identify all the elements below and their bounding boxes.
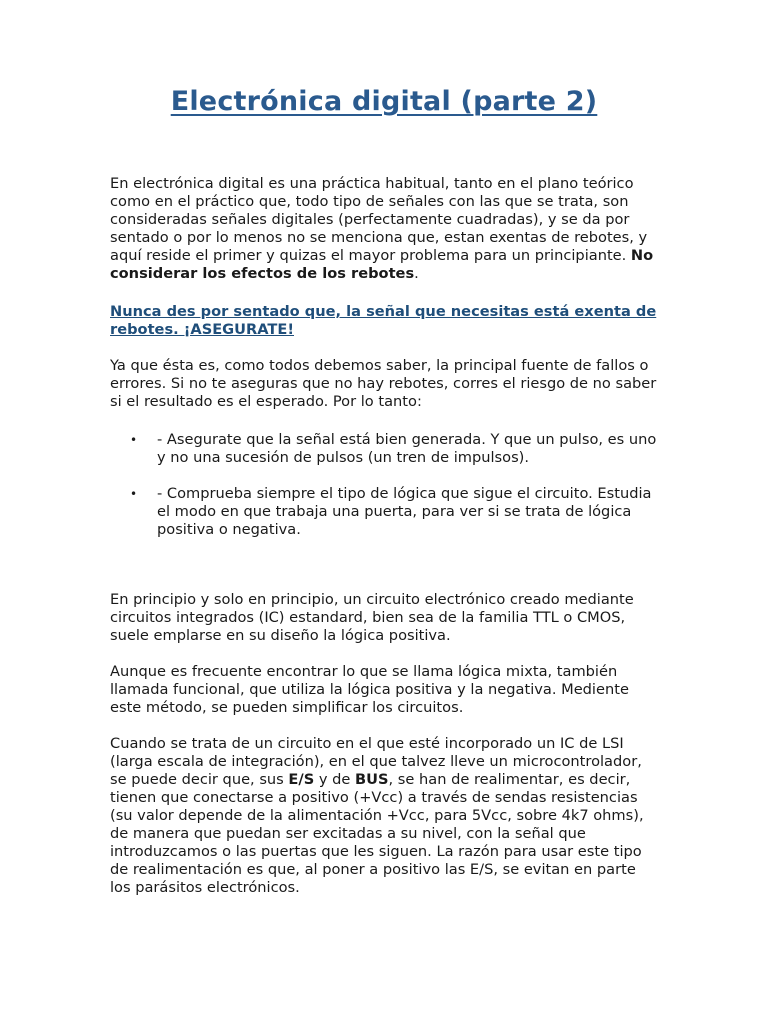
intro-bold-text: No considerar los efectos de los rebotes: [110, 247, 654, 282]
lsi-text-1: Cuando se trata de un circuito en el que esté incorporado un IC de LSI (larga escala de integración), en el que talvez lleve un microcontrolador, se puede decir que, sus: [110, 735, 642, 788]
list-item: [110, 485, 658, 539]
mixed-logic-paragraph: Aunque es frecuente encontrar lo que se llama lógica mixta, también llamada funcional, que utiliza la lógica positiva y la negativa. Mediente este método, se pueden simplificar los circuitos.: [110, 663, 629, 716]
bullet-icon: •: [130, 433, 138, 447]
principle-paragraph: En principio y solo en principio, un circuito electrónico creado mediante circuitos integrados (IC) estandard, bien sea de la familia TTL o CMOS, suele emplarse en su diseño la lógica positiva.: [110, 591, 634, 644]
intro-paragraph: [110, 175, 658, 283]
consequence-paragraph: Ya que ésta es, como todos debemos saber, la principal fuente de fallos o errores. Si no te aseguras que no hay rebotes, corres el riesgo de no saber si el resultado es el esperado. Por lo tanto:: [110, 357, 657, 410]
list-item-text: - Asegurate que la señal está bien generada. Y que un pulso, es uno y no una sucesión de pulsos (un tren de impulsos).: [157, 431, 657, 466]
lsi-text-2: y de: [314, 771, 356, 788]
list-item-text: - Comprueba siempre el tipo de lógica que sigue el circuito. Estudia el modo en que trabaja una puerta, para ver si se trata de lógica positiva o negativa.: [157, 485, 652, 538]
lsi-bold-bus: BUS: [355, 771, 389, 788]
lsi-bold-es: E/S: [288, 771, 315, 788]
lsi-text-3: , se han de realimentar, es decir, tienen que conectarse a positivo (+Vcc) a través de sendas resistencias (su valor depende de la alimentación +Vcc, para 5Vcc, sobre 4k7 ohms), de manera que puedan ser excitadas a su nivel, con la señal que introduzcamos o las puertas que les siguen. La razón para usar este tipo de realimentación es que, al poner a positivo las E/S, se evitan en parte los parásitos electrónicos.: [110, 771, 644, 896]
warning-paragraph: Nunca des por sentado que, la señal que necesitas está exenta de rebotes. ¡ASEGURATE!: [110, 303, 657, 338]
bullet-list: [110, 431, 658, 539]
lsi-paragraph: [110, 735, 658, 897]
spacer: [110, 539, 658, 591]
intro-text: En electrónica digital es una práctica habitual, tanto en el plano teórico como en el práctico que, todo tipo de señales con las que se trata, son consideradas señales digitales (perfectamente cuadradas), y se da por sentado o por lo menos no se menciona que, estan exentas de rebotes, y aquí reside el primer y quizas el mayor problema para un principiante.: [110, 175, 648, 264]
list-item: [110, 431, 658, 467]
intro-end: .: [414, 265, 419, 282]
article-body: [110, 175, 658, 897]
page-title: Electrónica digital (parte 2): [170, 86, 598, 117]
bullet-icon: •: [130, 487, 138, 501]
